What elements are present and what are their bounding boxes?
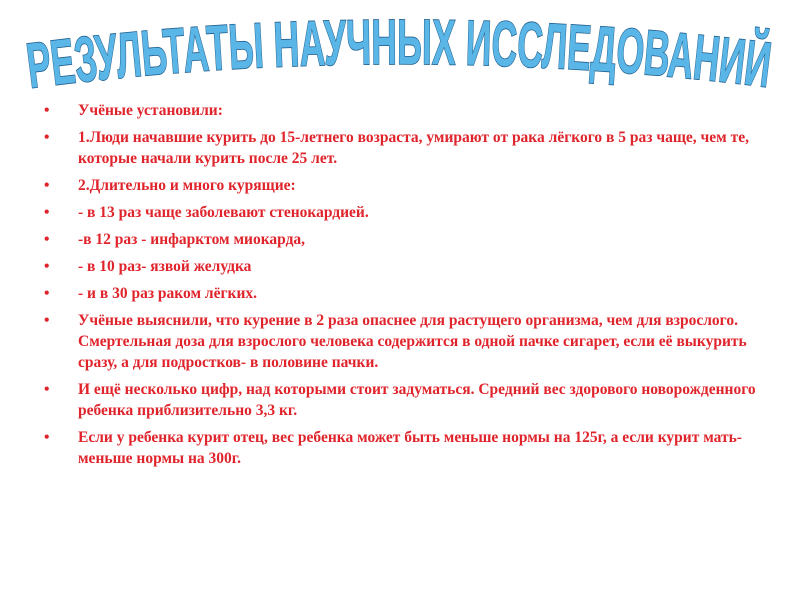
list-item bbox=[40, 127, 760, 169]
list-item bbox=[40, 427, 760, 469]
bullet-text: -в 12 раз - инфарктом миокарда, bbox=[78, 231, 306, 248]
bullet-dot: • bbox=[44, 381, 50, 398]
bullet-dot: • bbox=[44, 102, 50, 119]
bullet-text: - в 10 раз- язвой желудка bbox=[78, 258, 252, 275]
bullet-text: 2.Длительно и много курящие: bbox=[78, 177, 296, 194]
bullet-dot: • bbox=[44, 258, 50, 275]
bullet-dot: • bbox=[44, 204, 50, 221]
list-item bbox=[40, 202, 760, 223]
list-item bbox=[40, 100, 760, 121]
bullet-text: - и в 30 раз раком лёгких. bbox=[78, 285, 258, 302]
bullet-list bbox=[40, 100, 760, 475]
list-item bbox=[40, 310, 760, 373]
title-text bbox=[22, 5, 796, 104]
list-item bbox=[40, 283, 760, 304]
list-item bbox=[40, 229, 760, 250]
list-item bbox=[40, 175, 760, 196]
bullet-dot: • bbox=[44, 429, 50, 446]
bullet-text: Учёные выяснили, что курение в 2 раза опаснее для растущего организма, чем для взрослого. Смертельная доза для взрослого человека содержится в одной пачке сигарет, если её выкурить сразу, а для подростков- в половине пачки. bbox=[78, 312, 747, 371]
bullet-dot: • bbox=[44, 285, 50, 302]
bullet-text: Учёные установили: bbox=[78, 102, 223, 119]
bullet-text: - в 13 раз чаще заболевают стенокардией. bbox=[78, 204, 369, 221]
bullet-dot: • bbox=[44, 231, 50, 248]
bullet-dot: • bbox=[44, 177, 50, 194]
bullet-text: Если у ребенка курит отец, вес ребенка может быть меньше нормы на 125г, а если курит мать- меньше нормы на 300г. bbox=[78, 429, 742, 467]
bullet-dot: • bbox=[44, 129, 50, 146]
wordart-title bbox=[0, 0, 800, 110]
bullet-text: 1.Люди начавшие курить до 15-летнего возраста, умирают от рака лёгкого в 5 раз чаще, чем те, которые начали курить после 25 лет. bbox=[78, 129, 749, 167]
list-item bbox=[40, 256, 760, 277]
title-textpath: РЕЗУЛЬТАТЫ НАУЧНЫХ ИССЛЕДОВАНИЙ bbox=[22, 5, 796, 104]
bullet-text: И ещё несколько цифр, над которыми стоит задуматься. Средний вес здорового новорожденного ребенка приблизительно 3,3 кг. bbox=[78, 381, 756, 419]
list-item bbox=[40, 379, 760, 421]
slide-title bbox=[0, 0, 800, 110]
bullet-dot: • bbox=[44, 312, 50, 329]
